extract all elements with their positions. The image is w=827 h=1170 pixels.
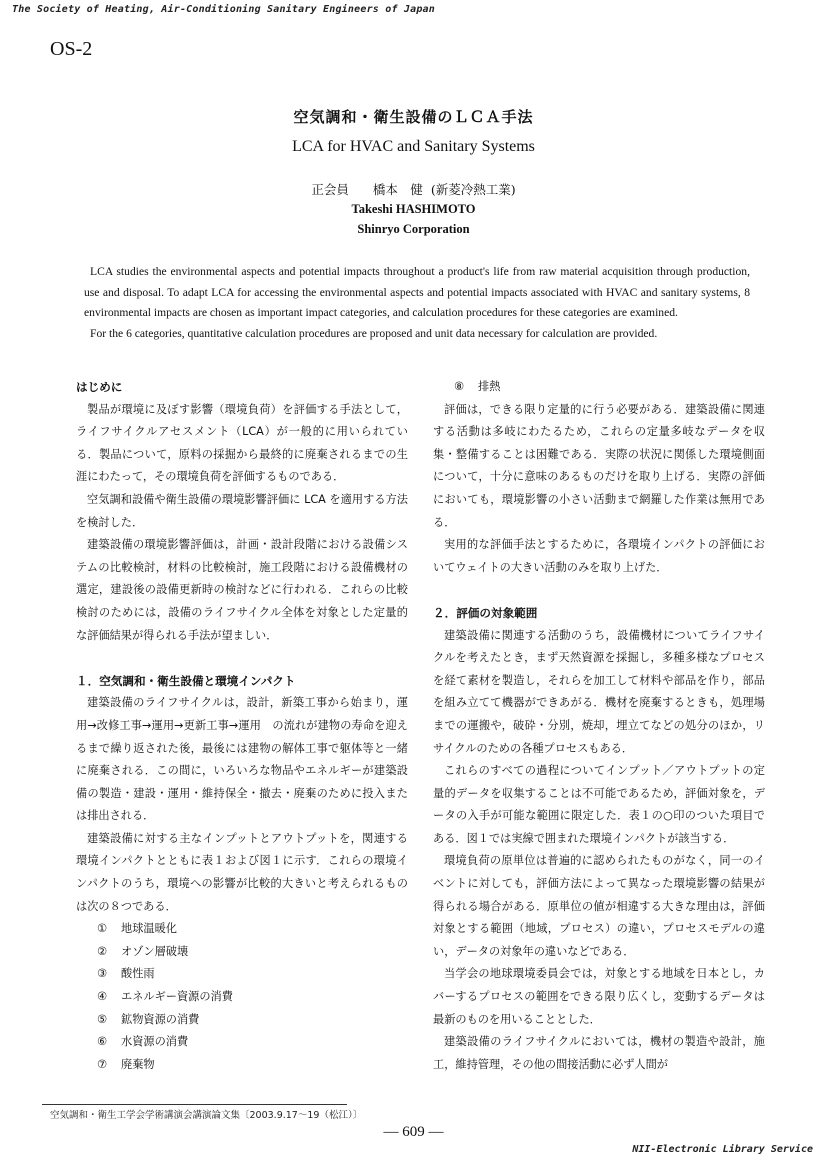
right-column: [433, 376, 765, 1076]
abstract: [84, 262, 750, 344]
impact-item: ⑤ 鉱物資源の消費: [97, 1012, 200, 1026]
section-2-paragraph-3: 環境負荷の原単位は普遍的に認められたものがなく，同一のイベントに対しても，評価方法によって異なった環境影響の結果が得られる場合がある．原単位の値が相違する大きな理由は，評価対象とする範囲（地域，プロセス）の違い，プロセスモデルの違い，データの対象年の違いなどである．: [433, 854, 765, 958]
left-column: [76, 376, 408, 1076]
member-role: 正会員: [311, 182, 349, 197]
author-name-japanese: 橋本 健: [372, 182, 423, 197]
author-line-japanese: [0, 180, 827, 198]
intro-paragraph-1: 製品が環境に及ぼす影響（環境負荷）を評価する手法として，ライフサイクルアセスメント（LCA）が一般的に用いられている．製品について，原料の採掘から最終的に廃棄されるまでの生涯にわたって，その環境負荷を評価するものである．: [76, 402, 408, 484]
library-service-footer: NII-Electronic Library Service: [632, 1144, 813, 1155]
author-affiliation-japanese: (新菱冷熱工業): [430, 182, 516, 197]
intro-paragraph-3: 建築設備の環境影響評価は，計画・設計段階における設備システムの比較検討，材料の比較検討，施工段階における設備機材の選定，建設後の設備更新時の検討などに行われる．これらの比較検討のためには，設備のライフサイクル全体を対象とした定量的な評価結果が得られる手法が望ましい．: [76, 538, 408, 642]
evaluation-paragraph-2: 実用的な評価手法とするために，各環境インパクトの評価においてウェイトの大きい活動のみを取り上げた．: [433, 538, 765, 574]
intro-heading: はじめに: [76, 380, 123, 394]
intro-paragraph-2: 空気調和設備や衛生設備の環境影響評価に LCA を適用する方法を検討した．: [76, 492, 408, 529]
impact-list: [76, 918, 408, 1076]
society-header: The Society of Heating, Air-Conditioning Sanitary Engineers of Japan: [12, 4, 435, 15]
impact-item: ④ エネルギー資源の消費: [97, 990, 233, 1004]
title-english: LCA for HVAC and Sanitary Systems: [292, 138, 535, 155]
section-2-paragraph-2: これらのすべての過程についてインプット／アウトプットの定量的データを収集することは不可能であるため，評価対象を，データの入手が可能な範囲に限定した．表１の○印のついた項目である．図１では実線で囲まれた環境インパクトが該当する．: [433, 764, 765, 845]
proceedings-footnote: 空気調和・衛生工学会学術講演会講演論文集〔2003.9.17～19（松江）〕: [50, 1110, 363, 1121]
section-2-paragraph-4: 当学会の地球環境委員会では，対象とする地域を日本とし，カバーするプロセスの範囲をできる限り広くし，変動するデータは最新のものを用いることとした．: [433, 967, 765, 1026]
section-2-paragraph-5: 建築設備のライフサイクルにおいては，機材の製造や設計，施工，維持管理，その他の間接活動に必ず人間が: [433, 1035, 765, 1071]
session-label: OS-2: [50, 38, 93, 60]
section-2-heading: ２．評価の対象範囲: [433, 605, 538, 620]
impact-item: ⑧ 排熱: [454, 380, 501, 393]
impact-item: ⑥ 水資源の消費: [97, 1035, 189, 1049]
section-1-paragraph-1: 建築設備のライフサイクルは，設計，新築工事から始まり，運用→改修工事→運用→更新工事→運用 の流れが建物の寿命を迎えるまで繰り返された後，最後には建物の解体工事で躯体等と一緒に廃棄される．この間に，いろいろな物品やエネルギーが建築設備の製造・建設・運用・維持保全・撤去・廃棄のために投入または排出される．: [76, 696, 408, 823]
author-affiliation-english: Shinryo Corporation: [357, 222, 470, 236]
evaluation-paragraph-1: 評価は，できる限り定量的に行う必要がある．建築設備に関連する活動は多岐にわたるため，これらの定量多岐なデータを収集・整備することは困難である．実際の状況に関係した環境側面について，十分に意味のあるものだけを取り上げる．実際の評価においても，環境影響の小さい活動まで網羅した作業は無用である．: [433, 402, 765, 529]
section-1-paragraph-2: 建築設備に対する主なインプットとアウトプットを，関連する環境インパクトとともに表１および図１に示す．これらの環境インパクトのうち，環境への影響が比較的大きいと考えられるものは次の８つである．: [76, 831, 408, 913]
abstract-paragraph-2: For the 6 categories, quantitative calculation procedures are proposed and unit data necessary for calculation are provided.: [90, 326, 658, 340]
footnote-divider: [42, 1104, 347, 1105]
page-number: — 609 —: [383, 1124, 444, 1140]
title-japanese: 空気調和・衛生設備のＬＣＡ手法: [293, 108, 534, 126]
section-1-heading: １．空気調和・衛生設備と環境インパクト: [76, 673, 296, 688]
impact-item: ③ 酸性雨: [97, 967, 155, 981]
impact-item: ② オゾン層破壊: [97, 944, 189, 958]
section-2-paragraph-1: 建築設備に関連する活動のうち，設備機材についてライフサイクルを考えたとき，まず天然資源を採掘し，多種多様なプロセスを経て素材を製造し，それらを加工して材料や部品を作り，部品を組み立てて機器ができあがる．機材を廃棄するときも，処理場までの運搬や，破砕・分別，焼却，埋立てなどの処分のほか，リサイクルのための各種プロセスもある．: [433, 628, 765, 755]
impact-item: ① 地球温暖化: [97, 922, 177, 936]
impact-item: ⑦ 廃棄物: [97, 1057, 155, 1071]
abstract-paragraph-1: LCA studies the environmental aspects and potential impacts throughout a product's life from raw material acquisition through production, use and disposal. To adapt LCA for accessing the environmental aspects and potential impacts associated with HVAC and sanitary systems, 8 environmental impacts are chosen as important impact categories, and calculation procedures for these categories are examined.: [84, 265, 750, 319]
author-name-english: Takeshi HASHIMOTO: [351, 202, 476, 216]
